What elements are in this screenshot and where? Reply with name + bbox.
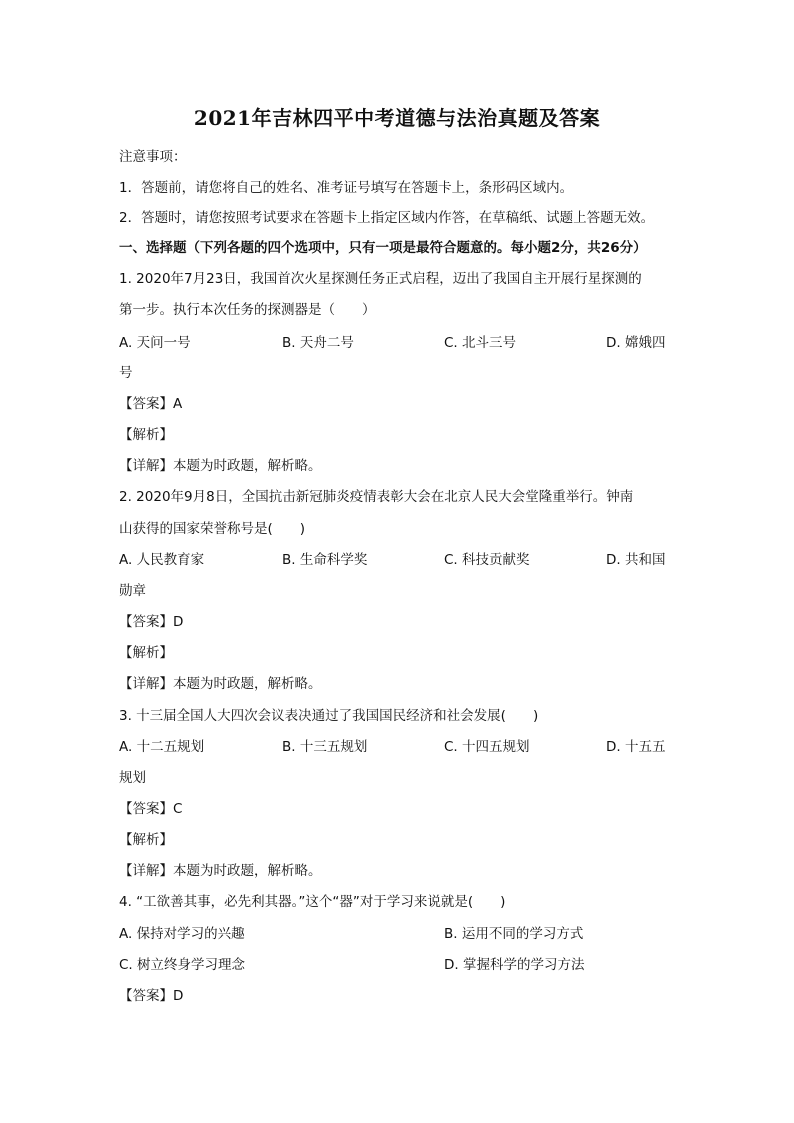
question-3-stem: 3. 十三届全国人大四次会议表决通过了我国国民经济和社会发展( ) [119,708,539,724]
question-2-analysis-label: 【解析】 [119,645,173,661]
question-4-answer: 【答案】D [119,988,184,1004]
question-1-option-d-continued: 号 [119,365,133,381]
question-1-detail: 【详解】本题为时政题，解析略。 [119,458,322,474]
notice-item-1: 1．答题前，请您将自己的姓名、准考证号填写在答题卡上，条形码区域内。 [119,180,574,196]
question-1-option-d: D. 嫦娥四 [606,335,666,351]
question-2-option-c: C. 科技贡献奖 [444,552,530,568]
question-2-detail: 【详解】本题为时政题，解析略。 [119,676,322,692]
question-2-answer: 【答案】D [119,614,184,630]
question-2-option-d: D. 共和国 [606,552,666,568]
question-3-answer: 【答案】C [119,801,183,817]
question-4-option-d: D. 掌握科学的学习方法 [444,957,585,973]
question-1-option-a: A. 天问一号 [119,335,191,351]
notice-item-2: 2．答题时，请您按照考试要求在答题卡上指定区域内作答，在草稿纸、试题上答题无效。 [119,210,655,226]
question-1-option-c: C. 北斗三号 [444,335,517,351]
question-4-option-c: C. 树立终身学习理念 [119,957,246,973]
question-2-stem-line-1: 2. 2020年9月8日，全国抗击新冠肺炎疫情表彰大会在北京人民大会堂隆重举行。钟南 [119,489,634,505]
question-4-stem: 4. “工欲善其事，必先利其器。”这个“器”对于学习来说就是( ) [119,894,506,910]
page-title: 2021年吉林四平中考道德与法治真题及答案 [193,106,601,130]
question-2-option-b: B. 生命科学奖 [282,552,368,568]
question-1-stem-line-1: 1. 2020年7月23日，我国首次火星探测任务正式启程，迈出了我国自主开展行星探测的 [119,271,642,287]
question-2-option-a: A. 人民教育家 [119,552,205,568]
question-3-detail: 【详解】本题为时政题，解析略。 [119,863,322,879]
question-3-option-c: C. 十四五规划 [444,739,530,755]
question-4-option-a: A. 保持对学习的兴趣 [119,926,245,942]
question-3-option-b: B. 十三五规划 [282,739,368,755]
question-3-analysis-label: 【解析】 [119,832,173,848]
question-4-option-b: B. 运用不同的学习方式 [444,926,584,942]
question-3-option-d-continued: 规划 [119,770,146,786]
section-heading-choice: 一、选择题（下列各题的四个选项中，只有一项是最符合题意的。每小题2分，共26分） [119,240,647,256]
question-3-option-d: D. 十五五 [606,739,666,755]
question-3-option-a: A. 十二五规划 [119,739,205,755]
question-1-stem-line-2: 第一步。执行本次任务的探测器是（ ） [119,302,376,318]
question-1-answer: 【答案】A [119,396,183,412]
question-1-analysis-label: 【解析】 [119,427,173,443]
question-2-stem-line-2: 山获得的国家荣誉称号是( ) [119,521,306,537]
question-1-option-b: B. 天舟二号 [282,335,354,351]
question-2-option-d-continued: 勋章 [119,583,146,599]
notice-heading: 注意事项： [119,149,187,165]
